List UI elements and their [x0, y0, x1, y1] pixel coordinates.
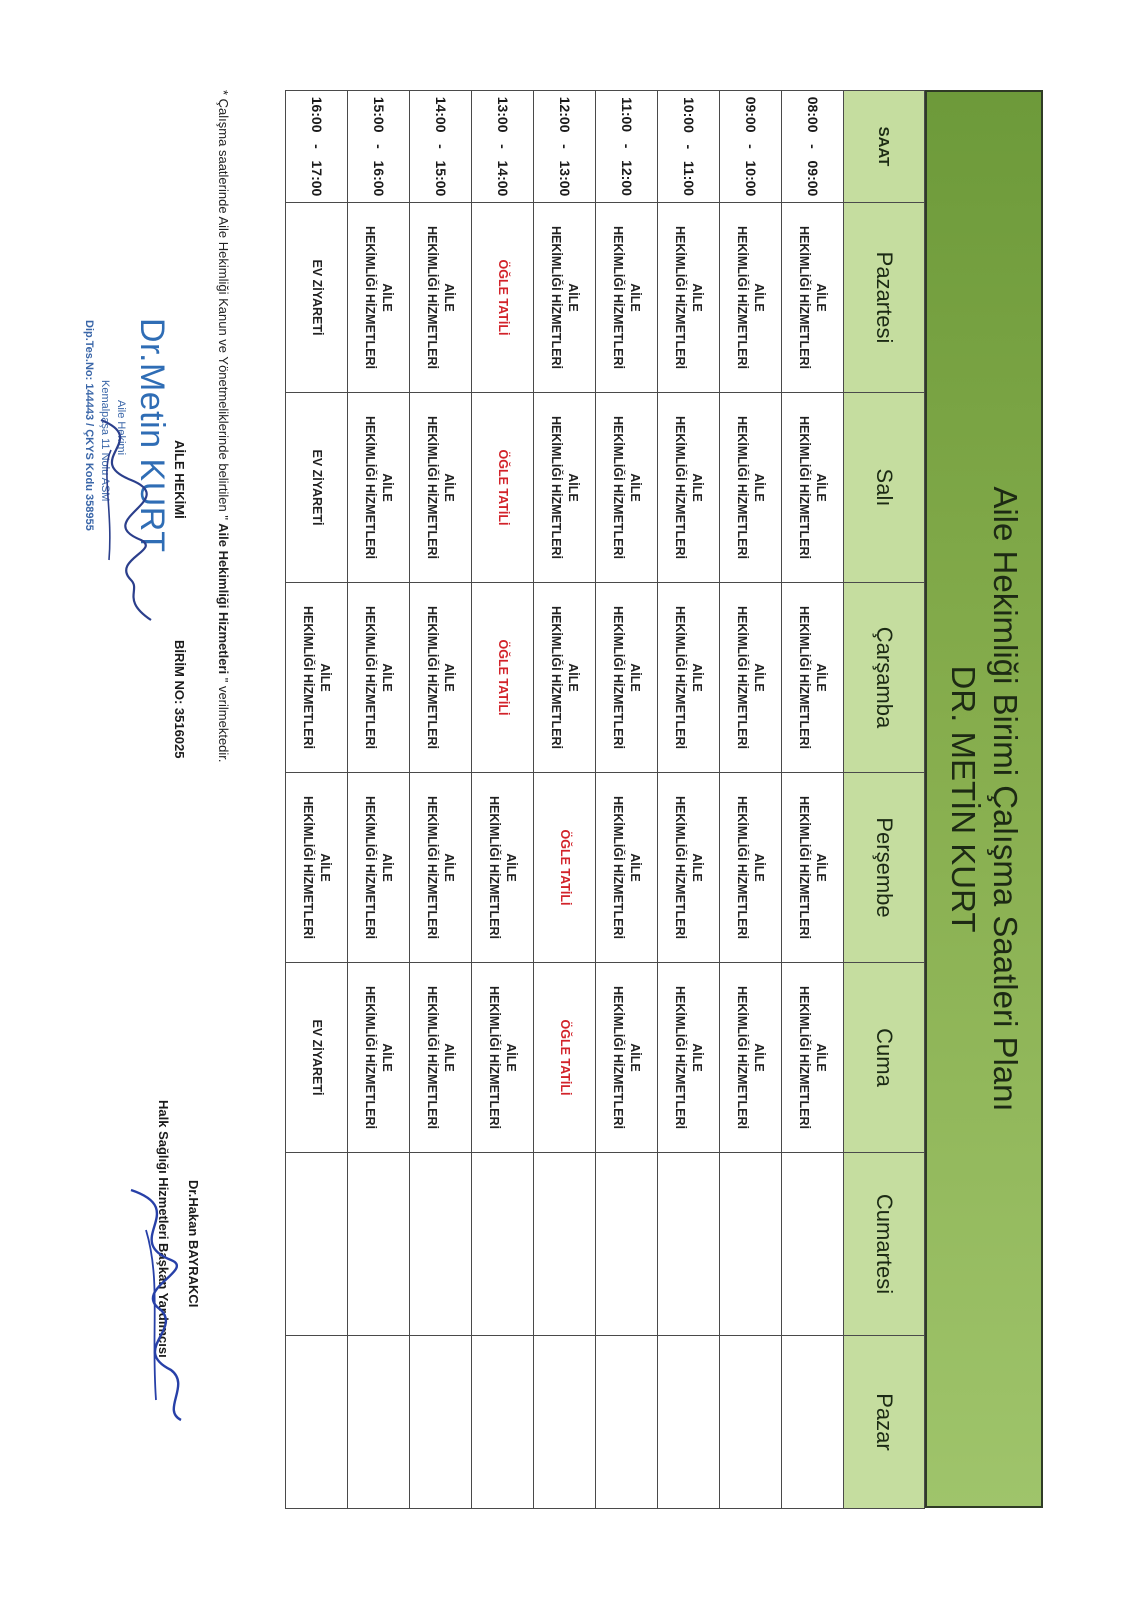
time-slot: [596, 91, 658, 203]
schedule-cell: [410, 1336, 472, 1509]
stamp-line-asm: Kemalpaşa 11 Nolu ASM: [99, 380, 111, 502]
column-header-saat: SAAT: [844, 91, 925, 203]
deputy-signature-icon: [111, 1170, 201, 1430]
schedule-cell: AİLE HEKİMLİĞİ HİZMETLERİ: [596, 773, 658, 963]
table-row: [410, 91, 472, 1509]
schedule-cell: AİLE HEKİMLİĞİ HİZMETLERİ: [348, 203, 410, 393]
time-end: 10:00: [742, 160, 759, 197]
time-slot: [472, 91, 534, 203]
family-physician-label: AİLE HEKİMİ: [172, 440, 187, 519]
schedule-cell: [658, 1336, 720, 1509]
schedule-cell: AİLE HEKİMLİĞİ HİZMETLERİ: [410, 583, 472, 773]
time-separator: -: [556, 144, 573, 149]
schedule-cell: EV ZİYARETİ: [286, 203, 348, 393]
schedule-cell: [534, 1336, 596, 1509]
footnote-prefix: * Çalışma saatlerinde Aile Hekimliği Kanun ve Yönetmeliklerinde belirtilen ": [216, 90, 231, 520]
schedule-cell: AİLE HEKİMLİĞİ HİZMETLERİ: [348, 583, 410, 773]
schedule-cell: EV ZİYARETİ: [286, 963, 348, 1153]
schedule-cell: [348, 1336, 410, 1509]
time-separator: -: [308, 144, 325, 149]
table-row: [286, 91, 348, 1509]
schedule-cell: ÖĞLE TATİLİ: [534, 773, 596, 963]
time-separator: -: [742, 144, 759, 149]
schedule-cell: ÖĞLE TATİLİ: [472, 203, 534, 393]
column-header-day-4: Perşembe: [844, 773, 925, 963]
schedule-cell: AİLE HEKİMLİĞİ HİZMETLERİ: [720, 583, 782, 773]
time-separator: -: [618, 143, 635, 149]
schedule-cell: AİLE HEKİMLİĞİ HİZMETLERİ: [720, 773, 782, 963]
footnote-emphasis: Aile Hekimliği Hizmetleri: [216, 519, 231, 675]
time-slot: [658, 91, 720, 203]
schedule-cell: [286, 1153, 348, 1336]
schedule-cell: AİLE HEKİMLİĞİ HİZMETLERİ: [658, 963, 720, 1153]
deputy-role: Halk Sağlığı Hizmetleri Başkan Yardımcısı: [156, 1100, 171, 1358]
schedule-cell: AİLE HEKİMLİĞİ HİZMETLERİ: [410, 963, 472, 1153]
schedule-cell: AİLE HEKİMLİĞİ HİZMETLERİ: [472, 773, 534, 963]
schedule-cell: [720, 1336, 782, 1509]
stamp-name: Dr.Metin KURT: [133, 318, 171, 553]
deputy-name: Dr.Hakan BAYRAKCI: [186, 1180, 201, 1308]
time-separator: -: [432, 144, 449, 149]
time-slot: [348, 91, 410, 203]
schedule-cell: AİLE HEKİMLİĞİ HİZMETLERİ: [534, 393, 596, 583]
schedule-cell: AİLE HEKİMLİĞİ HİZMETLERİ: [658, 773, 720, 963]
schedule-cell: [286, 1336, 348, 1509]
schedule-table: [285, 90, 925, 1509]
schedule-cell: AİLE HEKİMLİĞİ HİZMETLERİ: [534, 583, 596, 773]
column-header-day-7: Pazar: [844, 1336, 925, 1509]
table-row: [658, 91, 720, 1509]
schedule-cell: AİLE HEKİMLİĞİ HİZMETLERİ: [286, 583, 348, 773]
schedule-cell: AİLE HEKİMLİĞİ HİZMETLERİ: [782, 393, 844, 583]
doctor-signature-icon: [61, 300, 171, 630]
schedule-cell: AİLE HEKİMLİĞİ HİZMETLERİ: [472, 963, 534, 1153]
time-start: 10:00: [680, 97, 697, 133]
deputy-signature: [91, 1170, 181, 1430]
schedule-cell: [596, 1153, 658, 1336]
schedule-cell: AİLE HEKİMLİĞİ HİZMETLERİ: [410, 203, 472, 393]
schedule-cell: [720, 1153, 782, 1336]
schedule-cell: AİLE HEKİMLİĞİ HİZMETLERİ: [658, 203, 720, 393]
doctor-name: DR. METİN KURT: [945, 665, 982, 933]
time-end: 15:00: [432, 160, 449, 197]
schedule-cell: AİLE HEKİMLİĞİ HİZMETLERİ: [410, 773, 472, 963]
time-start: 08:00: [804, 96, 821, 133]
schedule-cell: AİLE HEKİMLİĞİ HİZMETLERİ: [410, 393, 472, 583]
schedule-cell: AİLE HEKİMLİĞİ HİZMETLERİ: [720, 203, 782, 393]
column-header-day-6: Cumartesi: [844, 1153, 925, 1336]
time-start: 09:00: [742, 96, 759, 133]
schedule-cell: AİLE HEKİMLİĞİ HİZMETLERİ: [782, 773, 844, 963]
time-slot: [534, 91, 596, 203]
schedule-cell: [596, 1336, 658, 1509]
column-header-day-3: Çarşamba: [844, 583, 925, 773]
time-start: 13:00: [494, 96, 511, 133]
time-separator: -: [494, 144, 511, 149]
schedule-cell: [782, 1153, 844, 1336]
schedule-cell: AİLE HEKİMLİĞİ HİZMETLERİ: [720, 963, 782, 1153]
schedule-cell: AİLE HEKİMLİĞİ HİZMETLERİ: [782, 203, 844, 393]
header-row: [844, 91, 925, 1509]
schedule-cell: AİLE HEKİMLİĞİ HİZMETLERİ: [596, 583, 658, 773]
schedule-cell: AİLE HEKİMLİĞİ HİZMETLERİ: [348, 393, 410, 583]
schedule-cell: AİLE HEKİMLİĞİ HİZMETLERİ: [348, 963, 410, 1153]
schedule-cell: [472, 1336, 534, 1509]
time-start: 14:00: [432, 96, 449, 133]
schedule-cell: AİLE HEKİMLİĞİ HİZMETLERİ: [596, 203, 658, 393]
table-row: [534, 91, 596, 1509]
schedule-cell: [534, 1153, 596, 1336]
stamp-line-title: Aile Hekimi: [115, 400, 127, 456]
schedule-cell: ÖĞLE TATİLİ: [534, 963, 596, 1153]
time-end: 12:00: [618, 160, 635, 196]
time-end: 11:00: [680, 160, 697, 196]
table-row: [472, 91, 534, 1509]
document-title: Aile Hekimliği Birimi Çalışma Saatleri Planı: [987, 486, 1025, 1112]
schedule-cell: AİLE HEKİMLİĞİ HİZMETLERİ: [658, 393, 720, 583]
time-separator: -: [370, 144, 387, 149]
schedule-cell: [348, 1153, 410, 1336]
unit-number: BİRİM NO: 3516025: [172, 640, 187, 759]
time-end: 14:00: [494, 160, 511, 197]
title-band: [925, 90, 1043, 1508]
time-start: 11:00: [618, 97, 635, 133]
schedule-cell: [472, 1153, 534, 1336]
column-header-day-1: Pazartesi: [844, 203, 925, 393]
schedule-cell: AİLE HEKİMLİĞİ HİZMETLERİ: [286, 773, 348, 963]
schedule-cell: ÖĞLE TATİLİ: [472, 583, 534, 773]
time-separator: -: [804, 144, 821, 149]
schedule-cell: AİLE HEKİMLİĞİ HİZMETLERİ: [348, 773, 410, 963]
footnote: [216, 90, 231, 763]
schedule-cell: AİLE HEKİMLİĞİ HİZMETLERİ: [782, 583, 844, 773]
schedule-cell: AİLE HEKİMLİĞİ HİZMETLERİ: [782, 963, 844, 1153]
time-start: 15:00: [370, 96, 387, 133]
schedule-cell: AİLE HEKİMLİĞİ HİZMETLERİ: [596, 393, 658, 583]
time-separator: -: [680, 144, 697, 150]
table-row: [596, 91, 658, 1509]
time-slot: [782, 91, 844, 203]
stamp-line-registry: Dip.Tes.No: 144443 / ÇKYS Kodu 358955: [83, 320, 95, 531]
schedule-cell: AİLE HEKİMLİĞİ HİZMETLERİ: [658, 583, 720, 773]
table-row: [782, 91, 844, 1509]
table-row: [348, 91, 410, 1509]
time-start: 12:00: [556, 96, 573, 133]
schedule-cell: AİLE HEKİMLİĞİ HİZMETLERİ: [534, 203, 596, 393]
time-end: 17:00: [308, 160, 325, 197]
schedule-cell: AİLE HEKİMLİĞİ HİZMETLERİ: [596, 963, 658, 1153]
schedule-body: [286, 91, 844, 1509]
column-header-day-2: Salı: [844, 393, 925, 583]
schedule-cell: EV ZİYARETİ: [286, 393, 348, 583]
schedule-cell: [410, 1153, 472, 1336]
schedule-cell: [658, 1153, 720, 1336]
time-end: 09:00: [804, 160, 821, 197]
time-end: 16:00: [370, 160, 387, 197]
time-start: 16:00: [308, 96, 325, 133]
footnote-suffix: " verilmektedir.: [216, 674, 231, 763]
schedule-cell: ÖĞLE TATİLİ: [472, 393, 534, 583]
time-end: 13:00: [556, 160, 573, 197]
time-slot: [410, 91, 472, 203]
time-slot: [720, 91, 782, 203]
schedule-cell: AİLE HEKİMLİĞİ HİZMETLERİ: [720, 393, 782, 583]
time-slot: [286, 91, 348, 203]
column-header-day-5: Cuma: [844, 963, 925, 1153]
table-row: [720, 91, 782, 1509]
schedule-cell: [782, 1336, 844, 1509]
doctor-stamp: [61, 300, 171, 630]
